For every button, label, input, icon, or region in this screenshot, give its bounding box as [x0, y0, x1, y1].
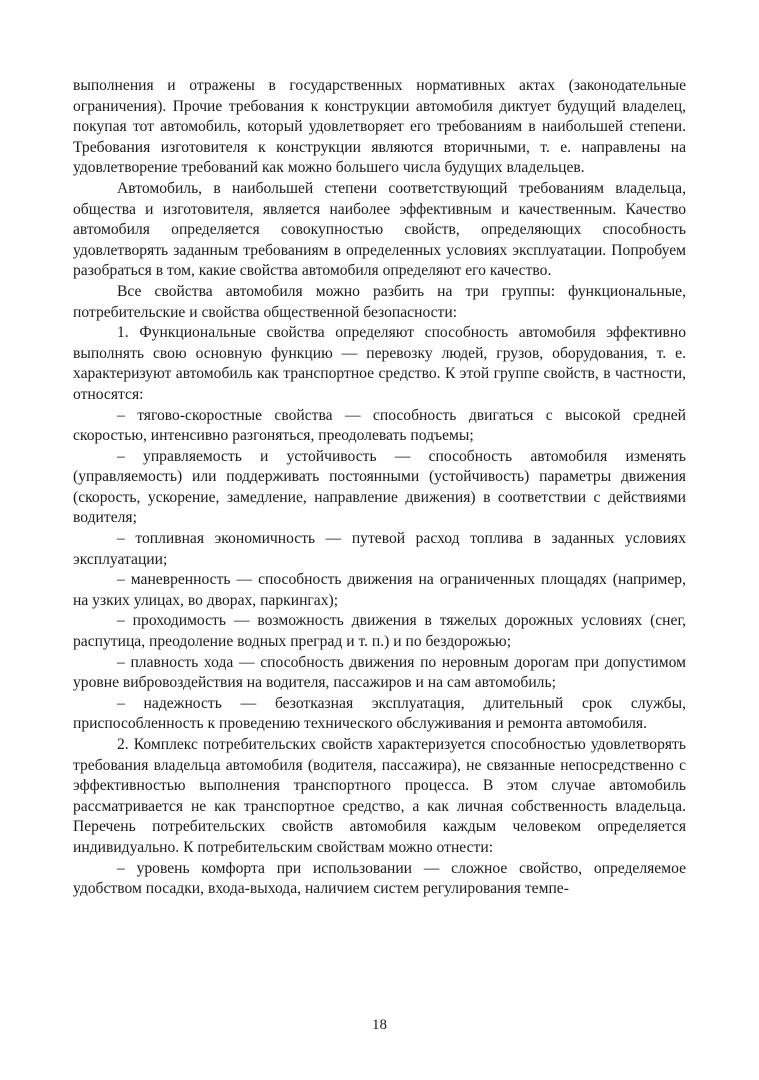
list-item-handling: – управляемость и устойчивость — способность автомобиля изменять (управляемость) или поддерживать постоянными (устойчивость) параметры движения (скорость, ускорение, замедление, направление движения) в соответствии с действиями водителя;	[73, 447, 686, 527]
paragraph-continuation: выполнения и отражены в государственных нормативных актах (законодательные ограничения). Прочие требования к конструкции автомобиля диктует будущий владелец, покупая тот автомобиль, который удовлетворяет его требованиям в наибольшей степени. Требования изготовителя к конструкции являются вторичными, т. е. направлены на удовлетворение требований как можно большего числа будущих владельцев.	[73, 77, 686, 177]
paragraph-consumer: 2. Комплекс потребительских свойств характеризуется способностью удовлетворять требования владельца автомобиля (водителя, пассажира), не связанные непосредственно с эффективностью выполнения транспортного процесса. В этом случае автомобиль рассматривается не как транспортное средство, а как личная собственность владельца. Перечень потребительских свойств автомобиля каждым человеком определяется индивидуально. К потребительским свойствам можно отнести:	[73, 736, 686, 856]
list-item-reliability: – надежность — безотказная эксплуатация, длительный срок службы, приспособленность к проведению технического обслуживания и ремонта автомобиля.	[73, 694, 686, 733]
list-item-ride-smoothness: – плавность хода — способность движения по неровным дорогам при допустимом уровне вибровоздействия на водителя, пассажиров и на сам автомобиль;	[73, 653, 686, 692]
list-item-comfort: – уровень комфорта при использовании — сложное свойство, определяемое удобством посадки, входа-выхода, наличием систем регулирования темпе-	[73, 859, 686, 898]
paragraph-quality: Автомобиль, в наибольшей степени соответствующий требованиям владельца, общества и изготовителя, является наиболее эффективным и качественным. Качество автомобиля определяется совокупностью свойств, определяющих способность удовлетворять заданным требованиям в определенных условиях эксплуатации. Попробуем разобраться в том, какие свойства автомобиля определяют его качество.	[73, 179, 686, 280]
page-body	[73, 76, 686, 900]
page-number: 18	[372, 1017, 387, 1033]
list-item-fuel-economy: – топливная экономичность — путевой расход топлива в заданных условиях эксплуатации;	[73, 530, 686, 568]
list-item-maneuverability: – маневренность — способность движения на ограниченных площадях (например, на узких улицах, во дворах, паркингах);	[73, 571, 686, 609]
list-item-cross-country: – проходимость — возможность движения в тяжелых дорожных условиях (снег, распутица, преодоление водных преград и т. п.) и по бездорожью;	[73, 612, 686, 651]
list-item-traction: – тягово-скоростные свойства — способность двигаться с высокой средней скоростью, интенсивно разгоняться, преодолевать подъемы;	[73, 406, 686, 445]
paragraph-functional: 1. Функциональные свойства определяют способность автомобиля эффективно выполнять свою основную функцию — перевозку людей, грузов, оборудования, т. е. характеризуют автомобиль как транспортное средство. К этой группе свойств, в частности, относятся:	[73, 324, 686, 403]
paragraph-groups: Все свойства автомобиля можно разбить на три группы: функциональные, потребительские и свойства общественной безопасности:	[73, 282, 686, 321]
